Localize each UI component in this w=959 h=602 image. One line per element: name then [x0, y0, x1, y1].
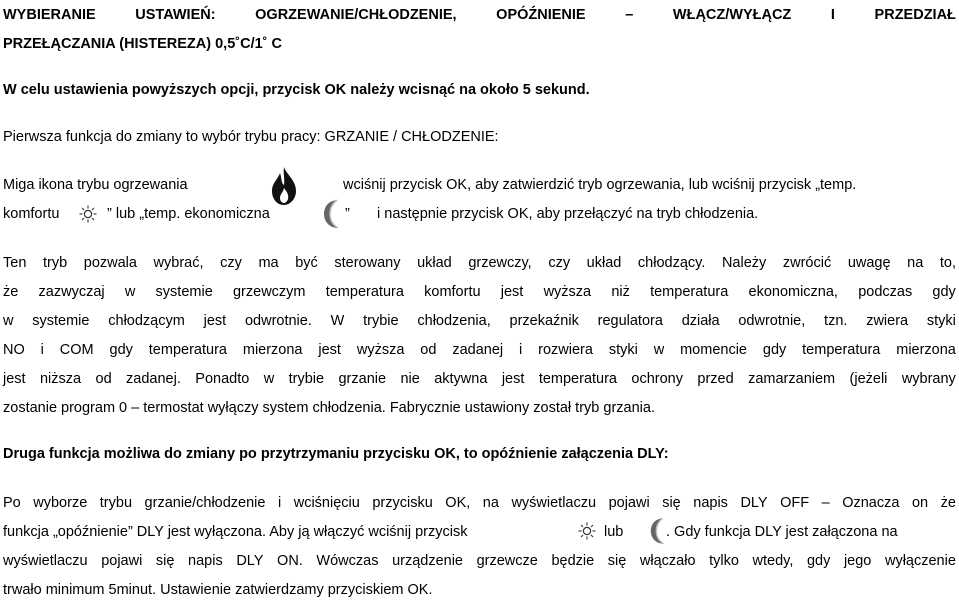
- mode-line-2-d: i następnie przycisk OK, aby przełączyć na tryb chłodzenia.: [377, 206, 759, 222]
- flame-icon: [269, 166, 299, 206]
- para2-line1-word: i: [277, 495, 282, 511]
- para1-word: zwrócić: [782, 255, 832, 271]
- intro-text: W celu ustawienia powyższych opcji, przycisk OK należy wcisnąć na około 5 sekund.: [3, 82, 590, 98]
- para1-word: uwagę: [847, 255, 891, 271]
- para1-word: trybie: [288, 371, 325, 387]
- para1-word: systemie: [32, 313, 90, 329]
- para2-line1-word: wciśnięciu: [293, 495, 360, 511]
- mode-line-1-right: wciśnij przycisk OK, aby zatwierdzić tryb ogrzewania, lub wciśnij przycisk „temp.: [343, 177, 857, 193]
- para2-line3-word: grzewcze: [476, 553, 538, 569]
- para2-line3-word: napis: [188, 553, 223, 569]
- para1-word: chłodzącym: [108, 313, 185, 329]
- para2-line1-word: przycisku: [372, 495, 433, 511]
- para2-line1-word: wyborze: [33, 495, 88, 511]
- para1-word: działa: [681, 313, 720, 329]
- heading-word: –: [625, 7, 634, 23]
- para2-line-4: trwało minimum 5minut. Ustawienie zatwierdzamy przyciskiem OK.: [3, 582, 433, 598]
- moon-icon: [322, 198, 344, 230]
- para1-word: grzanie: [338, 371, 387, 387]
- para1-word: od: [95, 371, 112, 387]
- heading-word: USTAWIEŃ:: [135, 7, 216, 23]
- para2-line3-word: ON.: [277, 553, 303, 569]
- para1-word: temperatura: [650, 284, 729, 300]
- para1-word: jest: [501, 371, 525, 387]
- para1-word: zazwyczaj: [38, 284, 105, 300]
- para1-word: jest: [3, 371, 26, 387]
- para1-word: jest: [203, 313, 227, 329]
- para2-line1-word: się: [662, 495, 681, 511]
- mode-line-1-left: Miga ikona trybu ogrzewania: [3, 177, 188, 193]
- para1-word: przekaźnik: [509, 313, 579, 329]
- para1-word: (jeżeli: [849, 371, 888, 387]
- para1-word: COM: [59, 342, 94, 358]
- para1-word: regulatora: [597, 313, 663, 329]
- para1-word: zamarzaniem: [748, 371, 836, 387]
- para1-word: tzn.: [824, 313, 848, 329]
- para1-word: temperatura: [538, 371, 617, 387]
- para2-line1-word: trybu: [99, 495, 133, 511]
- para2-line3-word: DLY: [236, 553, 264, 569]
- para1-word: komfortu: [424, 284, 481, 300]
- para1-word: w: [263, 371, 275, 387]
- para2-line3-word: włączało: [639, 553, 696, 569]
- para2-line3-word: się: [155, 553, 175, 569]
- heading-line-2: PRZEŁĄCZANIA (HISTEREZA) 0,5˚C/1˚ C: [3, 36, 282, 52]
- para1-word: chłodzenia,: [417, 313, 491, 329]
- para1-word: gdy: [932, 284, 956, 300]
- para1-word: ochrony: [631, 371, 683, 387]
- para1-word: na: [907, 255, 924, 271]
- para1-word: że: [3, 284, 19, 300]
- para2-line1-word: Po: [3, 495, 21, 511]
- para2-line1-word: że: [940, 495, 956, 511]
- para1-word: Należy: [721, 255, 767, 271]
- para1-word: W: [330, 313, 345, 329]
- heading-line-1: [3, 5, 956, 25]
- para1-word: odwrotnie,: [738, 313, 806, 329]
- para1-word: tryb: [42, 255, 68, 271]
- para2-line1-word: OFF: [780, 495, 810, 511]
- para1-word: zwiera: [866, 313, 909, 329]
- para1-word: pozwala: [83, 255, 137, 271]
- para1-word: czy: [548, 255, 571, 271]
- para1-word: wyższa: [356, 342, 405, 358]
- mode-line-2-a: komfortu: [3, 206, 60, 222]
- para1-word: niższa: [39, 371, 82, 387]
- para2-line1-word: –: [821, 495, 830, 511]
- heading-word: PRZEDZIAŁ: [874, 7, 956, 23]
- sun-icon: [79, 205, 97, 223]
- para1-word: nie: [400, 371, 420, 387]
- function-2-title: Druga funkcja możliwa do zmiany po przytrzymaniu przycisku OK, to opóźnienie załączenia DLY:: [3, 446, 669, 462]
- para1-word: gdy: [762, 342, 787, 358]
- para1-word: w: [124, 284, 136, 300]
- para2-line1-word: pojawi: [608, 495, 650, 511]
- para1-line: [3, 340, 956, 360]
- para1-word: od: [420, 342, 437, 358]
- para1-word: mierzona: [242, 342, 303, 358]
- para1-word: zadanej.: [126, 371, 181, 387]
- para1-word: momencie: [680, 342, 747, 358]
- para1-word: zadanej: [452, 342, 504, 358]
- para2-line3-word: się: [607, 553, 627, 569]
- function-1-title: Pierwsza funkcja do zmiany to wybór trybu pracy: GRZANIE / CHŁODZENIE:: [3, 129, 499, 145]
- para1-word: jest: [500, 284, 524, 300]
- para1-word: przed: [697, 371, 734, 387]
- para1-word: styki: [926, 313, 956, 329]
- para1-word: i: [40, 342, 44, 358]
- para1-word: aktywna: [434, 371, 488, 387]
- heading-word: WŁĄCZ/WYŁĄCZ: [672, 7, 792, 23]
- para2-line1-word: napis: [693, 495, 728, 511]
- para1-word: NO: [3, 342, 25, 358]
- para2-line-1: [3, 493, 956, 513]
- para2-line1-word: OK,: [445, 495, 471, 511]
- para1-word: chłodzący.: [637, 255, 706, 271]
- heading-word: OPÓŹNIENIE: [496, 7, 586, 23]
- para1-word: odwrotnie.: [244, 313, 312, 329]
- para1-word: grzewczym: [232, 284, 306, 300]
- para1-line: [3, 369, 956, 389]
- para1-word: rozwiera: [538, 342, 593, 358]
- para1-line: [3, 282, 956, 302]
- para1-word: mierzona: [896, 342, 956, 358]
- para2-line-3: [3, 551, 956, 571]
- para2-line-2-c: . Gdy funkcja DLY jest załączona na: [666, 524, 898, 540]
- para1-word: układ: [586, 255, 622, 271]
- para2-line3-word: Wówczas: [316, 553, 379, 569]
- para2-line3-word: pojawi: [101, 553, 143, 569]
- para1-word: temperatura: [802, 342, 881, 358]
- heading-word: I: [830, 7, 835, 23]
- sun-icon-2: [578, 522, 596, 540]
- para1-word: czy: [220, 255, 242, 271]
- para2-line1-word: on: [911, 495, 929, 511]
- para1-word: w: [3, 313, 14, 329]
- mode-line-2-c: ”: [345, 206, 350, 222]
- para1-line: [3, 253, 956, 273]
- para1-word: systemie: [155, 284, 213, 300]
- para2-line1-word: na: [482, 495, 499, 511]
- para2-line3-word: tylko: [709, 553, 739, 569]
- para2-line1-word: wyświetlaczu: [511, 495, 597, 511]
- para1-word: gdy: [109, 342, 133, 358]
- para1-word: Ten: [3, 255, 27, 271]
- para1-word: i: [519, 342, 523, 358]
- para1-word: temperatura: [148, 342, 227, 358]
- para2-line3-word: urządzenie: [392, 553, 463, 569]
- para2-line3-word: wyświetlaczu: [3, 553, 88, 569]
- para1-word: w: [653, 342, 665, 358]
- para2-line1-word: DLY: [740, 495, 768, 511]
- para1-word: ma: [258, 255, 279, 271]
- mode-line-2-b: ” lub „temp. ekonomiczna: [107, 206, 270, 222]
- para1-word: grzewczy,: [468, 255, 532, 271]
- para1-word: jest: [318, 342, 341, 358]
- para1-word: styki: [608, 342, 638, 358]
- para1-word: niż: [611, 284, 630, 300]
- para1-word: być: [295, 255, 318, 271]
- para1-line: zostanie program 0 – termostat wyłączy system chłodzenia. Fabrycznie ustawiony został tryb grzania.: [3, 400, 655, 416]
- para1-word: ekonomiczna,: [748, 284, 838, 300]
- para2-line1-word: Oznacza: [842, 495, 900, 511]
- para1-word: wybrany: [901, 371, 956, 387]
- para1-word: wybrać,: [153, 255, 204, 271]
- para2-line3-word: wyłączenie: [884, 553, 956, 569]
- para1-word: sterowany: [334, 255, 401, 271]
- para2-line3-word: gdy: [806, 553, 831, 569]
- heading-word: OGRZEWANIE/CHŁODZENIE,: [255, 7, 457, 23]
- heading-word: WYBIERANIE: [3, 7, 96, 23]
- para1-word: temperatura: [325, 284, 404, 300]
- para1-word: układ: [417, 255, 452, 271]
- para2-line3-word: będzie: [551, 553, 595, 569]
- para1-word: trybie: [363, 313, 399, 329]
- para2-line-2-b: lub: [604, 524, 624, 540]
- para2-line3-word: jego: [843, 553, 872, 569]
- para1-word: to,: [939, 255, 956, 271]
- para1-word: podczas: [858, 284, 913, 300]
- para2-line3-word: wtedy,: [752, 553, 794, 569]
- para1-line: [3, 311, 956, 331]
- para1-word: wyższa: [543, 284, 592, 300]
- para2-line-2-a: funkcja „opóźnienie” DLY jest wyłączona. Aby ją włączyć wciśnij przycisk: [3, 524, 468, 540]
- para1-word: Ponadto: [195, 371, 250, 387]
- para2-line1-word: grzanie/chłodzenie: [144, 495, 266, 511]
